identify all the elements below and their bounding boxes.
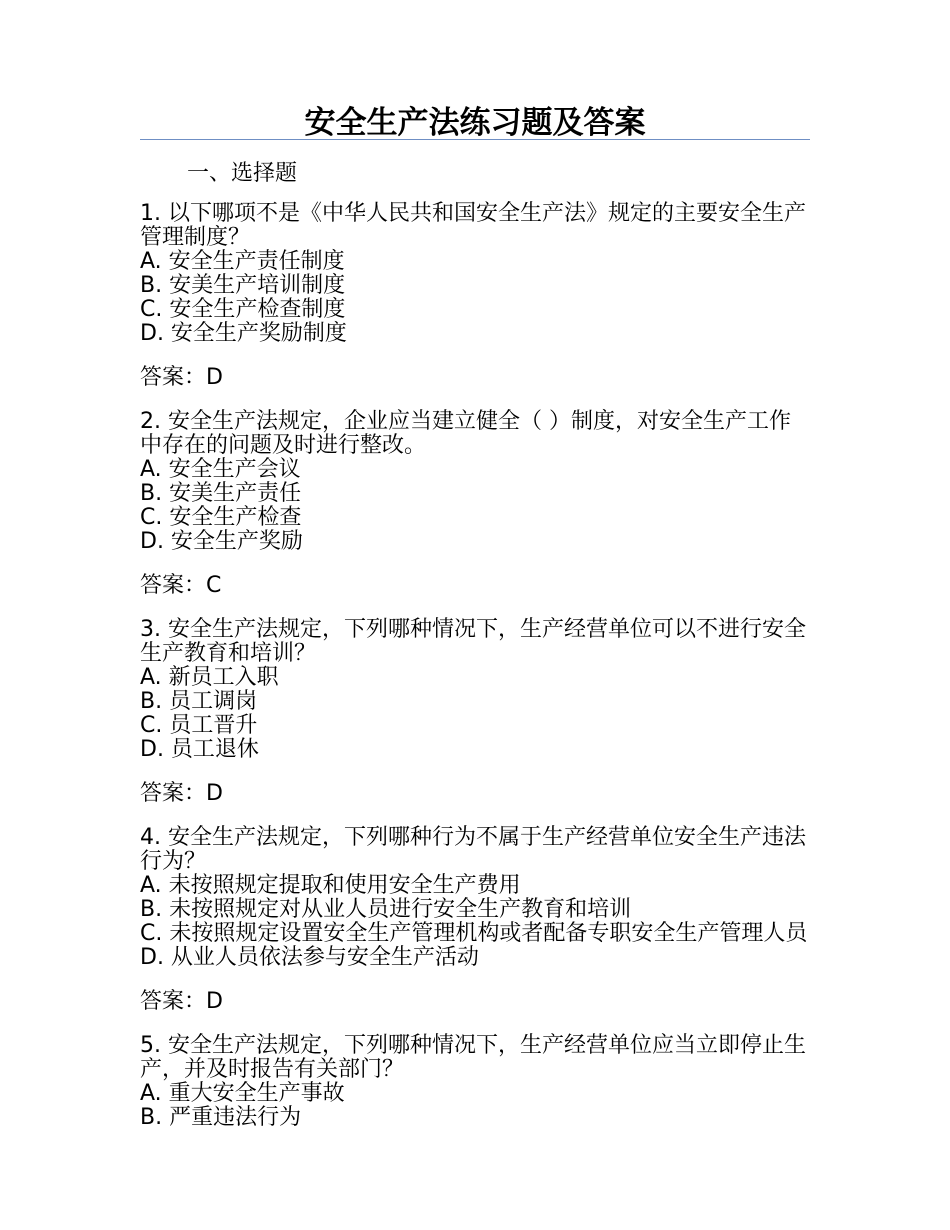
question-stem: 1. 以下哪项不是《中华人民共和国安全生产法》规定的主要安全生产管理制度？ bbox=[140, 201, 806, 250]
answer-line: 答案：C bbox=[140, 573, 222, 598]
option-a: A. 新员工入职 bbox=[140, 665, 279, 690]
question-2 bbox=[140, 410, 810, 600]
option-c: C. 安全生产检查制度 bbox=[140, 297, 346, 322]
answer-line: 答案：D bbox=[140, 365, 223, 390]
question-list bbox=[140, 202, 810, 1148]
answer-line: 答案：D bbox=[140, 989, 223, 1014]
option-a: A. 重大安全生产事故 bbox=[140, 1081, 345, 1106]
title-underline bbox=[140, 139, 810, 140]
option-c: C. 员工晋升 bbox=[140, 713, 258, 738]
option-b: B. 安美生产培训制度 bbox=[140, 273, 346, 298]
question-stem: 5. 安全生产法规定，下列哪种情况下，生产经营单位应当立即停止生产，并及时报告有关部门？ bbox=[140, 1033, 806, 1082]
question-stem: 3. 安全生产法规定，下列哪种情况下，生产经营单位可以不进行安全生产教育和培训？ bbox=[140, 617, 806, 666]
option-d: D. 安全生产奖励 bbox=[140, 529, 303, 554]
option-b: B. 安美生产责任 bbox=[140, 481, 302, 506]
question-4 bbox=[140, 826, 810, 1016]
option-b: B. 严重违法行为 bbox=[140, 1105, 302, 1130]
document-title: 安全生产法练习题及答案 bbox=[304, 105, 646, 141]
option-d: D. 安全生产奖励制度 bbox=[140, 321, 347, 346]
option-a: A. 未按照规定提取和使用安全生产费用 bbox=[140, 873, 521, 898]
option-b: B. 员工调岗 bbox=[140, 689, 258, 714]
question-stem: 4. 安全生产法规定，下列哪种行为不属于生产经营单位安全生产违法行为？ bbox=[140, 825, 806, 874]
option-d: D. 员工退休 bbox=[140, 737, 259, 762]
option-a: A. 安全生产责任制度 bbox=[140, 249, 345, 274]
question-1 bbox=[140, 202, 810, 392]
question-5 bbox=[140, 1034, 810, 1130]
option-d: D. 从业人员依法参与安全生产活动 bbox=[140, 945, 479, 970]
section-heading: 一、选择题 bbox=[187, 161, 298, 186]
option-c: C. 未按照规定设置安全生产管理机构或者配备专职安全生产管理人员 bbox=[140, 921, 808, 946]
question-stem: 2. 安全生产法规定，企业应当建立健全（ ）制度，对安全生产工作中存在的问题及时进行整改。 bbox=[140, 409, 791, 458]
option-a: A. 安全生产会议 bbox=[140, 457, 301, 482]
answer-line: 答案：D bbox=[140, 781, 223, 806]
option-b: B. 未按照规定对从业人员进行安全生产教育和培训 bbox=[140, 897, 632, 922]
option-c: C. 安全生产检查 bbox=[140, 505, 302, 530]
question-3 bbox=[140, 618, 810, 808]
